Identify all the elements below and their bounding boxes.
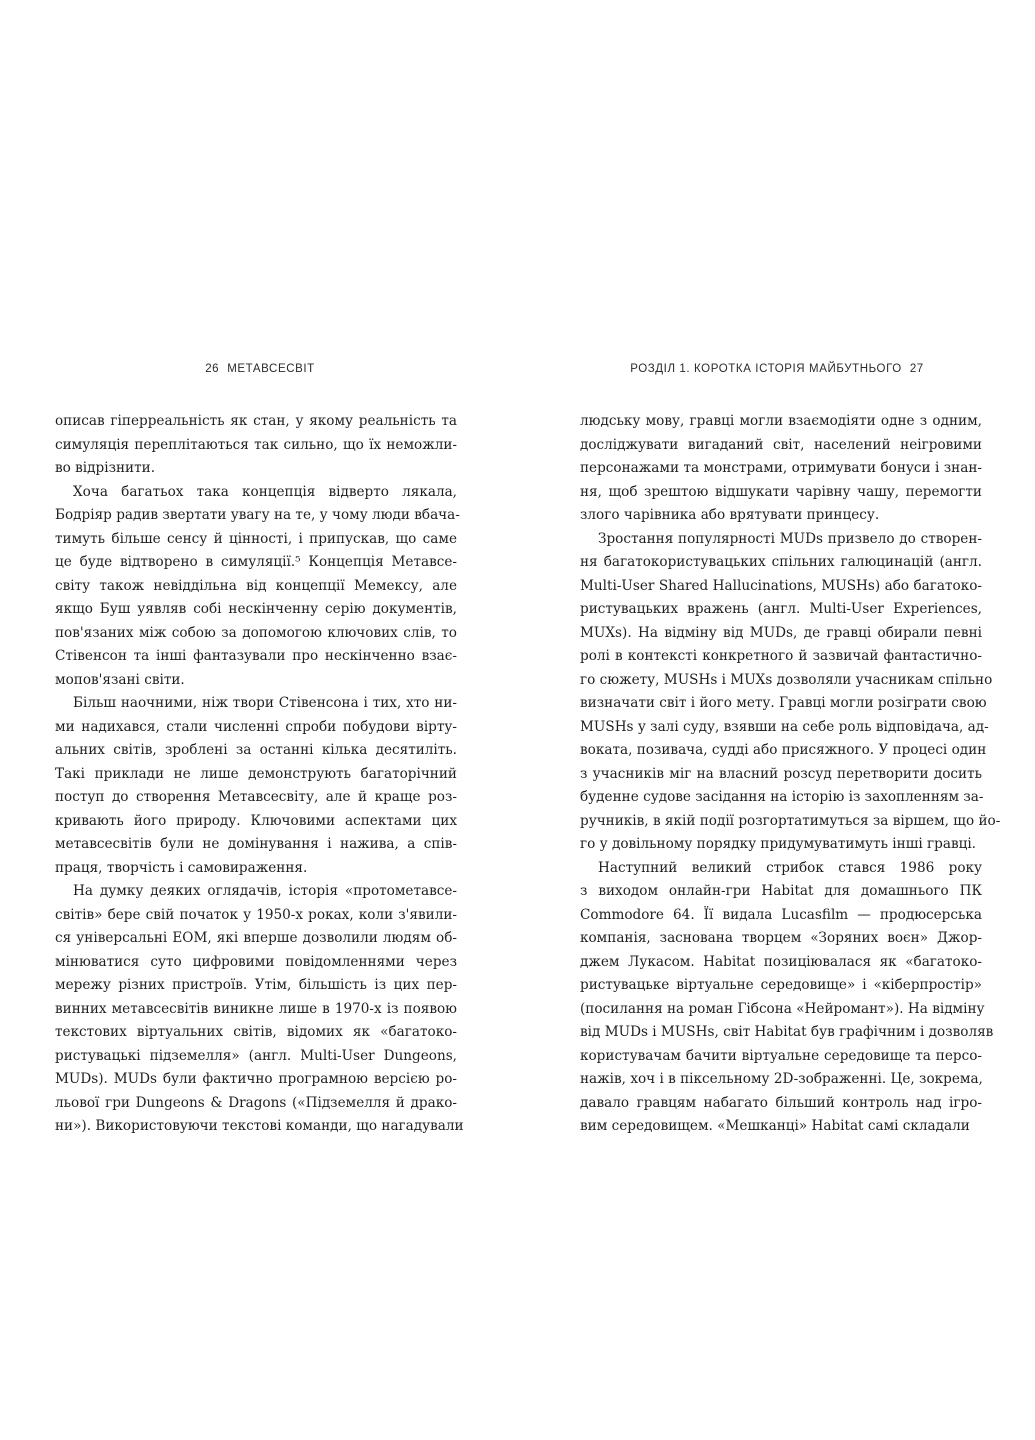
- text-line: джем Лукасом. Habitat позиціювалася як «багатоко-: [580, 953, 982, 970]
- text-line: Більш наочними, ніж твори Стівенсона і тих, хто ни-: [73, 695, 457, 711]
- text-line: (посилання на роман Гібсона «Нейромант»). На відміну: [580, 1000, 985, 1017]
- running-head-right: [580, 363, 982, 375]
- body-text-right: [580, 410, 1001, 1139]
- text-line: Такі приклади не лише демонструють багаторічний: [55, 765, 457, 782]
- text-line: На думку деяких оглядачів, історія «протометавсе-: [73, 883, 457, 899]
- body-text-left: [55, 410, 464, 1139]
- text-line: Multi-User Shared Hallucinations, MUSHs) або багатоко-: [580, 577, 982, 594]
- paragraph: [55, 880, 464, 1139]
- text-line: праця, творчість і самовираження.: [55, 859, 308, 876]
- paragraph: [55, 692, 457, 880]
- left-page: [55, 0, 464, 1440]
- text-line: метавсесвітів були не домінування і нажива, а спів-: [55, 836, 457, 852]
- text-line: світу також невіддільна від концепції Мемексу, але: [55, 577, 457, 594]
- text-line: мережу різних пристроїв. Утім, більшість із цих пер-: [55, 977, 457, 993]
- text-line: якщо Буш уявляв собі нескінченну серію документів,: [55, 601, 457, 617]
- paragraph: [55, 481, 460, 693]
- text-line: симуляція переплітаються так сильно, що їх неможли-: [55, 436, 457, 453]
- text-line: мінюватися суто цифровими повідомленнями через: [55, 953, 457, 970]
- running-head-left: [55, 363, 457, 375]
- text-line: Бодріяр радив звертати увагу на те, у чому люди вбача-: [55, 507, 460, 523]
- text-line: Хоча багатьох така концепція відверто лякала,: [73, 483, 457, 500]
- text-line: текстових віртуальних світів, відомих як «багатоко-: [55, 1024, 457, 1040]
- text-line: світів» бере свій початок у 1950-х роках, коли з'явили-: [55, 906, 457, 923]
- text-line: MUXs). На відміну від MUDs, де гравці обирали певні: [580, 624, 982, 641]
- text-line: MUSHs у залі суду, взявши на себе роль відповідача, ад-: [580, 718, 989, 735]
- text-line: це буде відтворено в симуляції.⁵ Концепція Метавсе-: [55, 554, 457, 570]
- text-line: поступ до створення Метавсесвіту, але й краще роз-: [55, 789, 457, 805]
- text-line: ся універсальні ЕОМ, які вперше дозволили людям об-: [55, 930, 457, 946]
- text-line: ми надихався, стали численні спроби побудови вірту-: [55, 718, 457, 735]
- text-line: ня, щоб зрештою відшукати чарівну чашу, перемогти: [580, 483, 982, 500]
- right-page: [580, 0, 1001, 1440]
- paragraph: [580, 410, 982, 528]
- text-line: з виходом онлайн-гри Habitat для домашнього ПК: [580, 883, 982, 899]
- text-line: MUDs). MUDs були фактично програмною версією ро-: [55, 1071, 457, 1087]
- text-line: го у довільному порядку придумуватимуть інші гравці.: [580, 836, 977, 852]
- text-line: нажів, хоч і в піксельному 2D-зображенні. Це, зокрема,: [580, 1071, 983, 1087]
- text-line: пов'язаних між собою за допомогою ключових слів, то: [55, 624, 457, 641]
- text-line: вим середовищем. «Мешканці» Habitat самі складали: [580, 1118, 970, 1134]
- text-line: Наступний великий стрибок стався 1986 року: [598, 859, 982, 876]
- text-line: з учасників міг на власний розсуд перетворити досить: [580, 765, 982, 782]
- text-line: досліджувати вигаданий світ, населений неігровими: [580, 436, 982, 453]
- text-line: Зростання популярності MUDs призвело до створен-: [598, 530, 982, 547]
- text-line: мопов'язані світи.: [55, 671, 185, 688]
- running-head-title: РОЗДІЛ 1. КОРОТКА ІСТОРІЯ МАЙБУТНЬОГО: [630, 363, 902, 375]
- text-line: винних метавсесвітів виникне лише в 1970-х із появою: [55, 1000, 457, 1017]
- text-line: Стівенсон та інші фантазували про нескінченно взає-: [55, 648, 457, 664]
- paragraph: [580, 528, 1001, 857]
- text-line: ручників, в якій події розгортатимуться за віршем, що йо-: [580, 812, 1001, 829]
- text-line: го сюжету, MUSHs і MUXs дозволяли учасникам спільно: [580, 671, 993, 688]
- text-line: ролі в контексті конкретного й зазвичай фантастично-: [580, 648, 982, 664]
- text-line: ристувацьке віртуальне середовище» і «кіберпростір»: [580, 977, 982, 993]
- text-line: користувачам бачити віртуальне середовище та персо-: [580, 1047, 982, 1064]
- text-line: описав гіперреальність як стан, у якому реальність та: [55, 413, 457, 429]
- text-line: альних світів, зроблені за останні кілька десятиліть.: [55, 742, 457, 758]
- text-line: ристувацькі підземелля» (англ. Multi-User Dungeons,: [55, 1047, 457, 1064]
- running-head-title: МЕТАВСЕСВІТ: [227, 363, 315, 375]
- text-line: ни»). Використовуючи текстові команди, що нагадували: [55, 1118, 464, 1134]
- paragraph: [55, 410, 457, 481]
- page-number: 27: [909, 363, 924, 375]
- text-line: во відрізнити.: [55, 460, 156, 476]
- text-line: компанія, заснована творцем «Зоряних воєн» Джор-: [580, 930, 982, 946]
- text-line: льової гри Dungeons & Dragons («Підземелля й драко-: [55, 1094, 457, 1111]
- text-line: персонажами та монстрами, отримувати бонуси і знан-: [580, 460, 982, 476]
- text-line: ня багатокористувацьких спільних галюцинацій (англ.: [580, 554, 982, 570]
- text-line: давало гравцям набагато більший контроль над ігро-: [580, 1094, 982, 1111]
- text-line: визначати світ і його мету. Гравці могли розіграти свою: [580, 695, 987, 711]
- text-line: Commodore 64. Її видала Lucasfilm — продюсерська: [580, 906, 982, 923]
- text-line: злого чарівника або врятувати принцесу.: [580, 507, 880, 523]
- text-line: тимуть більше сенсу й цінності, і припускав, що саме: [55, 530, 457, 547]
- text-line: кривають його природу. Ключовими аспектами цих: [55, 812, 457, 829]
- page-number: 26: [205, 363, 220, 375]
- text-line: від MUDs і MUSHs, світ Habitat був графічним і дозволяв: [580, 1024, 994, 1040]
- text-line: ристувацьких вражень (англ. Multi-User Experiences,: [580, 601, 982, 617]
- paragraph: [580, 857, 994, 1139]
- text-line: буденне судове засідання на історію із захопленням за-: [580, 789, 984, 805]
- text-line: людську мову, гравці могли взаємодіяти одне з одним,: [580, 413, 982, 429]
- text-line: воката, позивача, судді або присяжного. У процесі один: [580, 742, 987, 758]
